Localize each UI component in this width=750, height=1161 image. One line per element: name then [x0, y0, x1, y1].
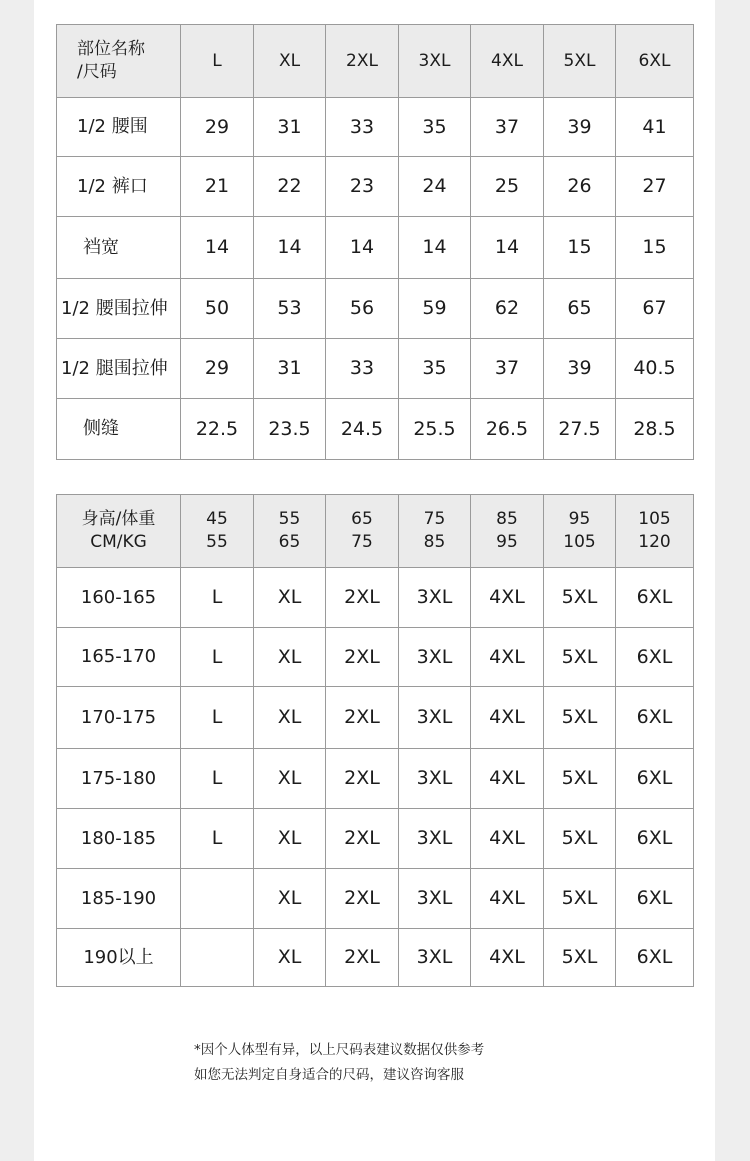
measurement-cell: 39: [544, 98, 616, 157]
measurement-cell: 25.5: [399, 399, 471, 460]
height-range: 160-165: [57, 568, 181, 628]
fit-cell: 5XL: [544, 749, 616, 809]
fit-cell: 2XL: [326, 809, 399, 869]
height-range: 170-175: [57, 687, 181, 749]
fit-cell: 2XL: [326, 687, 399, 749]
fit-cell: 6XL: [616, 869, 694, 929]
fit-cell: 6XL: [616, 687, 694, 749]
height-range: 190以上: [57, 929, 181, 987]
fit-cell: 2XL: [326, 749, 399, 809]
measurement-cell: 37: [471, 339, 544, 399]
measurement-cell: 23.5: [254, 399, 326, 460]
weight-header: [544, 495, 616, 568]
size-header: 5XL: [544, 25, 616, 98]
fit-row: [57, 929, 694, 987]
fit-cell: 3XL: [399, 809, 471, 869]
height-range: 175-180: [57, 749, 181, 809]
weight-bottom: 65: [278, 532, 301, 552]
measurement-cell: 25: [471, 157, 544, 217]
fit-cell: 5XL: [544, 869, 616, 929]
header-label-line2: /尺码: [77, 62, 117, 82]
measurement-cell: 33: [326, 339, 399, 399]
weight-header: [616, 495, 694, 568]
fit-cell: 3XL: [399, 749, 471, 809]
fit-row: [57, 687, 694, 749]
fit-cell: 4XL: [471, 568, 544, 628]
fit-header-line1: 身高/体重: [81, 509, 156, 530]
fit-header-label: [57, 495, 181, 568]
fit-cell: 4XL: [471, 809, 544, 869]
measurement-row: [57, 217, 694, 279]
measurement-cell: 35: [399, 98, 471, 157]
fit-row: [57, 869, 694, 929]
measurement-cell: 24.5: [326, 399, 399, 460]
fit-header-row: [57, 495, 694, 568]
weight-header: [399, 495, 471, 568]
weight-header: [181, 495, 254, 568]
fit-cell: [181, 929, 254, 987]
measurement-cell: 15: [544, 217, 616, 279]
fit-cell: XL: [254, 929, 326, 987]
fit-cell: 4XL: [471, 749, 544, 809]
measurement-cell: 22: [254, 157, 326, 217]
weight-top: 105: [638, 509, 671, 530]
fit-cell: XL: [254, 568, 326, 628]
size-header: 4XL: [471, 25, 544, 98]
measurement-cell: 22.5: [181, 399, 254, 460]
measurement-cell: 15: [616, 217, 694, 279]
fit-row: [57, 568, 694, 628]
measurement-cell: 14: [181, 217, 254, 279]
measurement-cell: 35: [399, 339, 471, 399]
measurement-cell: 26.5: [471, 399, 544, 460]
fit-cell: XL: [254, 809, 326, 869]
fit-row: [57, 628, 694, 687]
measurement-cell: 14: [471, 217, 544, 279]
weight-header: [326, 495, 399, 568]
weight-bottom: 105: [563, 532, 596, 552]
fit-cell: 2XL: [326, 869, 399, 929]
fit-cell: 5XL: [544, 628, 616, 687]
measurement-cell: 37: [471, 98, 544, 157]
measurement-cell: 29: [181, 339, 254, 399]
size-header: L: [181, 25, 254, 98]
fit-cell: L: [181, 809, 254, 869]
fit-cell: L: [181, 628, 254, 687]
fit-cell: XL: [254, 628, 326, 687]
measurement-label: 1/2 腿围拉伸: [57, 339, 181, 399]
fit-guide-table: [56, 494, 694, 987]
size-disclaimer-note: [194, 1038, 484, 1088]
weight-bottom: 95: [496, 532, 518, 552]
measurement-cell: 65: [544, 279, 616, 339]
fit-cell: 4XL: [471, 869, 544, 929]
fit-cell: 2XL: [326, 568, 399, 628]
measurement-cell: 56: [326, 279, 399, 339]
fit-header-line2: CM/KG: [90, 532, 147, 552]
fit-cell: [181, 869, 254, 929]
fit-cell: L: [181, 749, 254, 809]
fit-row: [57, 749, 694, 809]
measurement-cell: 29: [181, 98, 254, 157]
measurement-cell: 24: [399, 157, 471, 217]
fit-row: [57, 809, 694, 869]
measurement-row: [57, 399, 694, 460]
measurement-row: [57, 98, 694, 157]
height-range: 165-170: [57, 628, 181, 687]
measurement-cell: 39: [544, 339, 616, 399]
size-header: 2XL: [326, 25, 399, 98]
fit-cell: 3XL: [399, 628, 471, 687]
fit-cell: 5XL: [544, 929, 616, 987]
fit-cell: 3XL: [399, 687, 471, 749]
weight-top: 55: [278, 509, 301, 530]
measurement-label: 1/2 腰围拉伸: [57, 279, 181, 339]
weight-bottom: 85: [423, 532, 446, 552]
measurement-label: 侧缝: [57, 399, 181, 460]
measurement-cell: 31: [254, 339, 326, 399]
fit-cell: L: [181, 687, 254, 749]
measurement-cell: 14: [254, 217, 326, 279]
measurement-label: 1/2 裤口: [57, 157, 181, 217]
measurement-label: 1/2 腰围: [57, 98, 181, 157]
measurement-row: [57, 279, 694, 339]
measurement-cell: 41: [616, 98, 694, 157]
weight-bottom: 55: [206, 532, 228, 552]
fit-cell: 2XL: [326, 929, 399, 987]
measurement-cell: 67: [616, 279, 694, 339]
measurement-cell: 21: [181, 157, 254, 217]
measurement-cell: 40.5: [616, 339, 694, 399]
measurement-cell: 53: [254, 279, 326, 339]
measurement-cell: 50: [181, 279, 254, 339]
weight-top: 45: [206, 509, 228, 530]
fit-cell: L: [181, 568, 254, 628]
measurement-cell: 31: [254, 98, 326, 157]
weight-top: 75: [423, 509, 446, 530]
weight-top: 65: [351, 509, 373, 530]
note-line1: *因个人体型有异，以上尺码表建议数据仅供参考: [194, 1042, 485, 1058]
fit-cell: 3XL: [399, 869, 471, 929]
measurement-cell: 62: [471, 279, 544, 339]
weight-bottom: 120: [638, 532, 671, 552]
size-header: 6XL: [616, 25, 694, 98]
fit-cell: 6XL: [616, 809, 694, 869]
fit-cell: 5XL: [544, 568, 616, 628]
measurement-header-label: [57, 25, 181, 98]
weight-header: [254, 495, 326, 568]
size-header: 3XL: [399, 25, 471, 98]
measurement-cell: 27.5: [544, 399, 616, 460]
measurement-table: [56, 24, 694, 460]
fit-cell: 6XL: [616, 929, 694, 987]
measurement-header-row: [57, 25, 694, 98]
size-header: XL: [254, 25, 326, 98]
weight-bottom: 75: [351, 532, 373, 552]
measurement-cell: 27: [616, 157, 694, 217]
measurement-cell: 28.5: [616, 399, 694, 460]
measurement-row: [57, 339, 694, 399]
note-line2: 如您无法判定自身适合的尺码，建议咨询客服: [194, 1067, 464, 1083]
measurement-row: [57, 157, 694, 217]
weight-top: 85: [496, 509, 518, 530]
fit-cell: 2XL: [326, 628, 399, 687]
measurement-label: 裆宽: [57, 217, 181, 279]
fit-cell: 4XL: [471, 929, 544, 987]
weight-top: 95: [568, 509, 591, 530]
measurement-cell: 59: [399, 279, 471, 339]
fit-cell: XL: [254, 687, 326, 749]
fit-cell: 4XL: [471, 628, 544, 687]
fit-cell: 5XL: [544, 809, 616, 869]
weight-header: [471, 495, 544, 568]
fit-cell: 5XL: [544, 687, 616, 749]
measurement-cell: 26: [544, 157, 616, 217]
header-label-line1: 部位名称: [77, 39, 145, 60]
measurement-cell: 23: [326, 157, 399, 217]
measurement-cell: 14: [326, 217, 399, 279]
measurement-cell: 33: [326, 98, 399, 157]
size-chart-page: [34, 0, 715, 1161]
fit-cell: 6XL: [616, 749, 694, 809]
measurement-cell: 14: [399, 217, 471, 279]
fit-cell: 3XL: [399, 929, 471, 987]
height-range: 185-190: [57, 869, 181, 929]
fit-cell: 6XL: [616, 568, 694, 628]
fit-cell: 4XL: [471, 687, 544, 749]
height-range: 180-185: [57, 809, 181, 869]
fit-cell: XL: [254, 869, 326, 929]
fit-cell: 6XL: [616, 628, 694, 687]
fit-cell: XL: [254, 749, 326, 809]
fit-cell: 3XL: [399, 568, 471, 628]
